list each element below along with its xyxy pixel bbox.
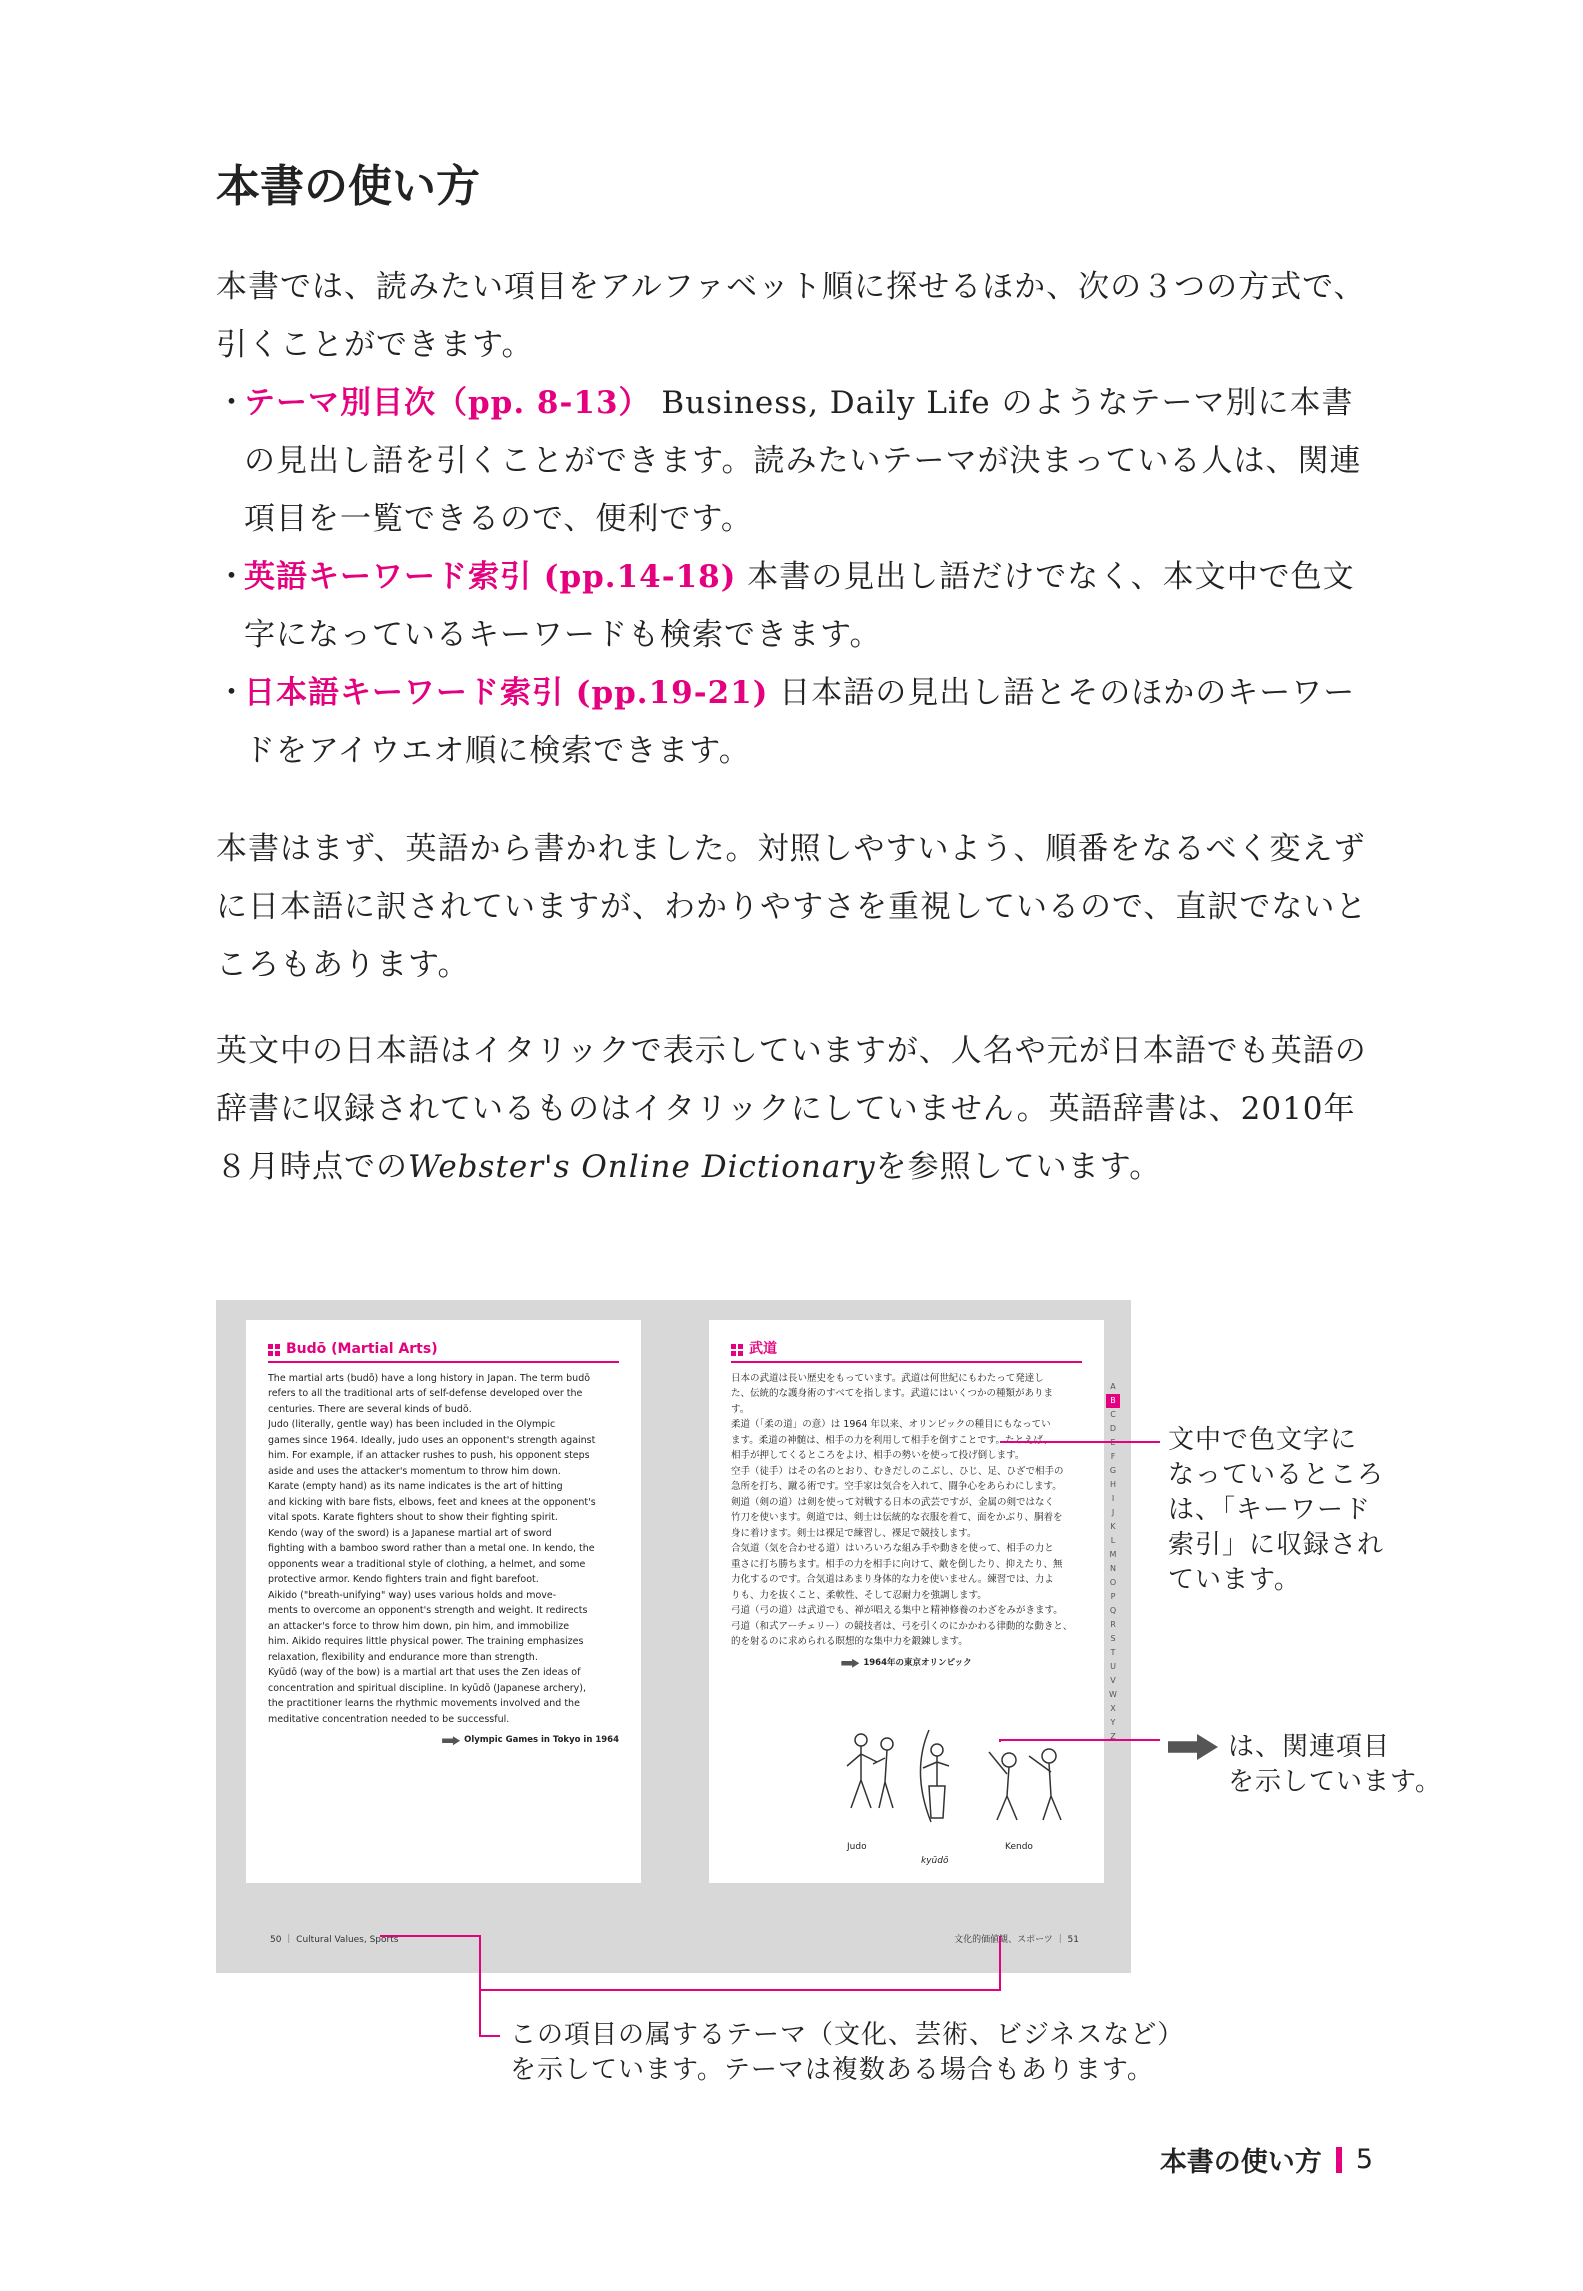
callout-related — [1168, 1730, 1442, 1800]
alphabet-tab: V — [1110, 1676, 1116, 1685]
callout-keyword-index: 文中で色文字に なっているところ は、「キーワード 索引」に収録され ています。 — [1168, 1425, 1385, 1595]
alphabet-index-tabs — [1106, 1380, 1120, 1744]
method-list — [216, 374, 1376, 780]
sample-page-left-body — [268, 1342, 619, 1749]
bullet-dot: ・ — [216, 385, 248, 421]
alphabet-tab: G — [1109, 1466, 1117, 1475]
sample-right-line: 合気道（気を合わせる道）はいろいろな組み手や動きを使って、相手の力と — [731, 1543, 1054, 1554]
sample-right-line: 的を射るのに求められる瞑想的な集中力を鍛錬します。 — [731, 1636, 968, 1647]
sample-left-line: games since 1964. Ideally, judo uses an opponent's strength against — [268, 1434, 596, 1446]
alphabet-tab: D — [1109, 1424, 1117, 1433]
sample-left-line: meditative concentration needed to be successful. — [268, 1713, 510, 1725]
bullet-dot: ・ — [216, 675, 248, 711]
sample-left-title: Budō (Martial Arts) — [286, 1341, 438, 1357]
sample-left-line: relaxation, flexibility and endurance more than strength. — [268, 1651, 538, 1663]
dictionary-name: Webster's Online Dictionary — [408, 1149, 876, 1185]
sample-right-line: 柔道（「柔の道」の意）は 1964 年以来、オリンピックの種目にもなってい — [731, 1419, 1051, 1430]
italic-note-text: 英文中の日本語はイタリックで表示していますが、人名や元が日本語でも英語の辞書に収録されているものはイタリックにしていません。英語辞書は、2010年８月時点での — [216, 1033, 1367, 1185]
alphabet-tab: O — [1109, 1578, 1117, 1587]
sample-left-line: Aikido ("breath-unifying" way) uses various holds and move- — [268, 1589, 557, 1601]
alphabet-tab: F — [1110, 1452, 1116, 1461]
footer-divider — [1336, 2147, 1342, 2173]
figure-label-kendo: Kendo — [1005, 1842, 1033, 1852]
related-arrow-icon — [442, 1736, 460, 1745]
method-item-theme — [216, 374, 1376, 548]
sample-left-line: Karate (empty hand) as its name indicates is the art of hitting — [268, 1481, 563, 1492]
sample-right-line: 身に着けます。剣士は裸足で練習し、裸足で競技します。 — [731, 1527, 977, 1539]
related-arrow-icon — [1168, 1734, 1218, 1760]
footer-section-label: 本書の使い方 — [1159, 2147, 1322, 2178]
sample-right-line: 弓道（弓の道）は武道でも、禅が唱える集中と精神修養のわざをみがきます。 — [731, 1605, 1063, 1616]
intro-paragraph: 本書では、読みたい項目をアルファベット順に探せるほか、次の３つの方式で、引くことができます。 — [216, 269, 1366, 363]
sample-left-folio: 50 ｜ Cultural Values, Sports — [270, 1935, 399, 1945]
sample-right-line: 弓道（和式アーチェリー）の競技者は、弓を引くのにかかわる律動的な動きと、 — [731, 1620, 1073, 1632]
page-title: 本書の使い方 — [216, 161, 480, 212]
translation-note: 本書はまず、英語から書かれました。対照しやすいよう、順番をなるべく変えずに日本語に訳されていますが、わかりやすさを重視しているので、直訳でないところもあります。 — [216, 831, 1368, 983]
sample-right-line: 剣道（剣の道）は剣を使って対戦する日本の武芸ですが、金属の剣ではなく — [731, 1496, 1055, 1508]
sample-right-title: 武道 — [749, 1341, 777, 1357]
alphabet-tab: R — [1110, 1620, 1116, 1629]
alphabet-tab: U — [1110, 1662, 1116, 1671]
sample-right-line: 重さに打ち勝ちます。相手の力を相手に向けて、敵を倒したり、抑えたり、無 — [731, 1558, 1063, 1570]
method-label-japanese-index: 日本語キーワード索引 (pp.19-21) — [244, 675, 769, 711]
sample-spread — [216, 1300, 1131, 1973]
sample-left-line: and kicking with bare fists, elbows, feet and knees at the opponent's — [268, 1496, 596, 1508]
sample-right-heading — [731, 1342, 1082, 1363]
sample-left-line: protective armor. Kendo fighters train and fight barefoot. — [268, 1574, 539, 1585]
alphabet-tab: P — [1110, 1592, 1116, 1601]
sample-left-related — [268, 1733, 619, 1749]
sample-right-line: りも、力を抜くこと、柔軟性、そして忍耐力を強調します。 — [731, 1589, 987, 1601]
sample-right-line: 相手が押してくるところをよけ、相手の勢いを使って投げ倒します。 — [731, 1450, 1025, 1461]
sample-right-related — [731, 1656, 1082, 1672]
heading-squares-icon — [731, 1344, 743, 1356]
sample-right-related-label: 1964年の東京オリンピック — [863, 1657, 972, 1668]
alphabet-tab: N — [1110, 1564, 1116, 1573]
sample-right-line: 日本の武道は長い歴史をもっています。武道は何世紀にもわたって発達し — [731, 1372, 1044, 1384]
sample-left-line: an attacker's force to throw him down, pin him, and immobilize — [268, 1620, 570, 1632]
alphabet-tab: S — [1110, 1634, 1116, 1643]
alphabet-tab: E — [1110, 1438, 1116, 1447]
sample-right-line: 空手（徒手）はその名のとおり、むきだしのこぶし、ひじ、足、ひざで相手の — [731, 1465, 1064, 1477]
sample-right-line: ます。柔道の神髄は、相手の力を利用して相手を倒すことです。たとえば、 — [731, 1434, 1053, 1446]
italic-note-text-end: を参照しています。 — [875, 1149, 1162, 1185]
sample-left-line: opponents wear a traditional style of clothing, a helmet, and some — [268, 1558, 586, 1570]
alphabet-tab: W — [1109, 1690, 1117, 1699]
sample-left-line: refers to all the traditional arts of self-defense developed over the — [268, 1388, 583, 1399]
sample-left-line: him. For example, if an attacker rushes to push, his opponent steps — [268, 1450, 590, 1461]
sample-left-line: vital spots. Karate fighters shout to show their fighting spirit. — [268, 1512, 558, 1523]
alphabet-tab: C — [1110, 1410, 1116, 1419]
sample-left-related-label: Olympic Games in Tokyo in 1964 — [464, 1735, 619, 1745]
sample-right-line: 竹刀を使います。剣道では、剣士は伝統的な衣服を着て、面をかぶり、胴着を — [731, 1512, 1063, 1523]
method-text-japanese-index: 日本語の見出し語とそのほかのキーワードをアイウエオ順に検索できます。 — [244, 675, 1356, 769]
method-label-theme: テーマ別目次（pp. 8-13） — [244, 385, 651, 421]
callout-related-text: は、関連項目 を示しています。 — [1228, 1732, 1442, 1797]
sample-page-left — [246, 1320, 641, 1883]
alphabet-tab: Z — [1110, 1732, 1116, 1741]
alphabet-tab: A — [1110, 1382, 1116, 1391]
sample-left-line: Kyūdō (way of the bow) is a martial art that uses the Zen ideas of — [268, 1667, 581, 1678]
sample-page-right — [709, 1320, 1104, 1883]
method-item-english-index — [216, 548, 1376, 664]
sample-right-line: た、伝統的な護身術のすべてを指します。武道にはいくつかの種類がありま — [731, 1388, 1054, 1399]
sample-left-line: centuries. There are several kinds of budō. — [268, 1403, 472, 1415]
alphabet-tab: H — [1109, 1480, 1116, 1489]
page-number: 5 — [1355, 2144, 1373, 2175]
alphabet-tab: T — [1110, 1648, 1116, 1657]
sample-left-line: concentration and spiritual discipline. In kyūdō (Japanese archery), — [268, 1682, 587, 1694]
sample-left-line: aside and uses the attacker's momentum to throw him down. — [268, 1465, 561, 1477]
figure-label-judo: Judo — [847, 1842, 867, 1852]
italic-note — [216, 1022, 1376, 1196]
alphabet-tab: B — [1106, 1394, 1120, 1408]
method-item-japanese-index — [216, 664, 1376, 780]
sample-left-line: fighting with a bamboo sword rather than a metal one. In kendo, the — [268, 1543, 595, 1554]
sample-page-right-body — [731, 1342, 1082, 1671]
heading-squares-icon — [268, 1344, 280, 1356]
alphabet-tab: Q — [1109, 1606, 1117, 1615]
method-label-english-index: 英語キーワード索引 (pp.14-18) — [244, 559, 737, 595]
bullet-dot: ・ — [216, 559, 248, 595]
sample-left-line: the practitioner learns the rhythmic movements involved and the — [268, 1698, 580, 1709]
sample-right-line: 急所を打ち、蹴る術です。空手家は気合を入れて、闘争心をあらわにします。 — [731, 1481, 1062, 1492]
alphabet-tab: M — [1109, 1550, 1117, 1559]
method-text-theme: Business, Daily Life のようなテーマ別に本書の見出し語を引くことができます。読みたいテーマが決まっている人は、関連項目を一覧できるので、便利です。 — [244, 385, 1362, 537]
sample-left-text — [268, 1371, 619, 1728]
sample-right-line: す。 — [731, 1403, 750, 1415]
alphabet-tab: I — [1111, 1494, 1115, 1503]
callout-theme: この項目の属するテーマ（文化、芸術、ビジネスなど） を示しています。テーマは複数ある場合もあります。 — [510, 2020, 1185, 2085]
figure-label-kyudo: kyūdō — [921, 1856, 949, 1866]
sample-right-line: 力化するのです。合気道はあまり身体的な力を使いません。練習では、力よ — [731, 1574, 1054, 1585]
sample-left-line: ments to overcome an opponent's strength and weight. It redirects — [268, 1605, 588, 1616]
sample-right-folio: 文化的価値観、スポーツ ｜ 51 — [954, 1935, 1079, 1945]
page-footer — [1160, 2140, 1373, 2179]
alphabet-tab: J — [1111, 1508, 1115, 1517]
sample-left-line: him. Aikido requires little physical power. The training emphasizes — [268, 1636, 584, 1647]
sample-left-heading — [268, 1342, 619, 1363]
alphabet-tab: K — [1110, 1522, 1116, 1531]
sample-left-line: Kendo (way of the sword) is a Japanese martial art of sword — [268, 1527, 552, 1539]
sample-left-line: The martial arts (budō) have a long history in Japan. The term budō — [268, 1372, 591, 1384]
martial-arts-illustration — [839, 1722, 1069, 1842]
alphabet-tab: Y — [1110, 1718, 1116, 1727]
sample-right-text — [731, 1371, 1082, 1650]
sample-left-line: Judo (literally, gentle way) has been included in the Olympic — [268, 1419, 556, 1430]
related-arrow-icon — [841, 1659, 859, 1668]
alphabet-tab: X — [1110, 1704, 1116, 1713]
alphabet-tab: L — [1110, 1536, 1116, 1545]
method-text-english-index: 本書の見出し語だけでなく、本文中で色文字になっているキーワードも検索できます。 — [244, 559, 1355, 653]
